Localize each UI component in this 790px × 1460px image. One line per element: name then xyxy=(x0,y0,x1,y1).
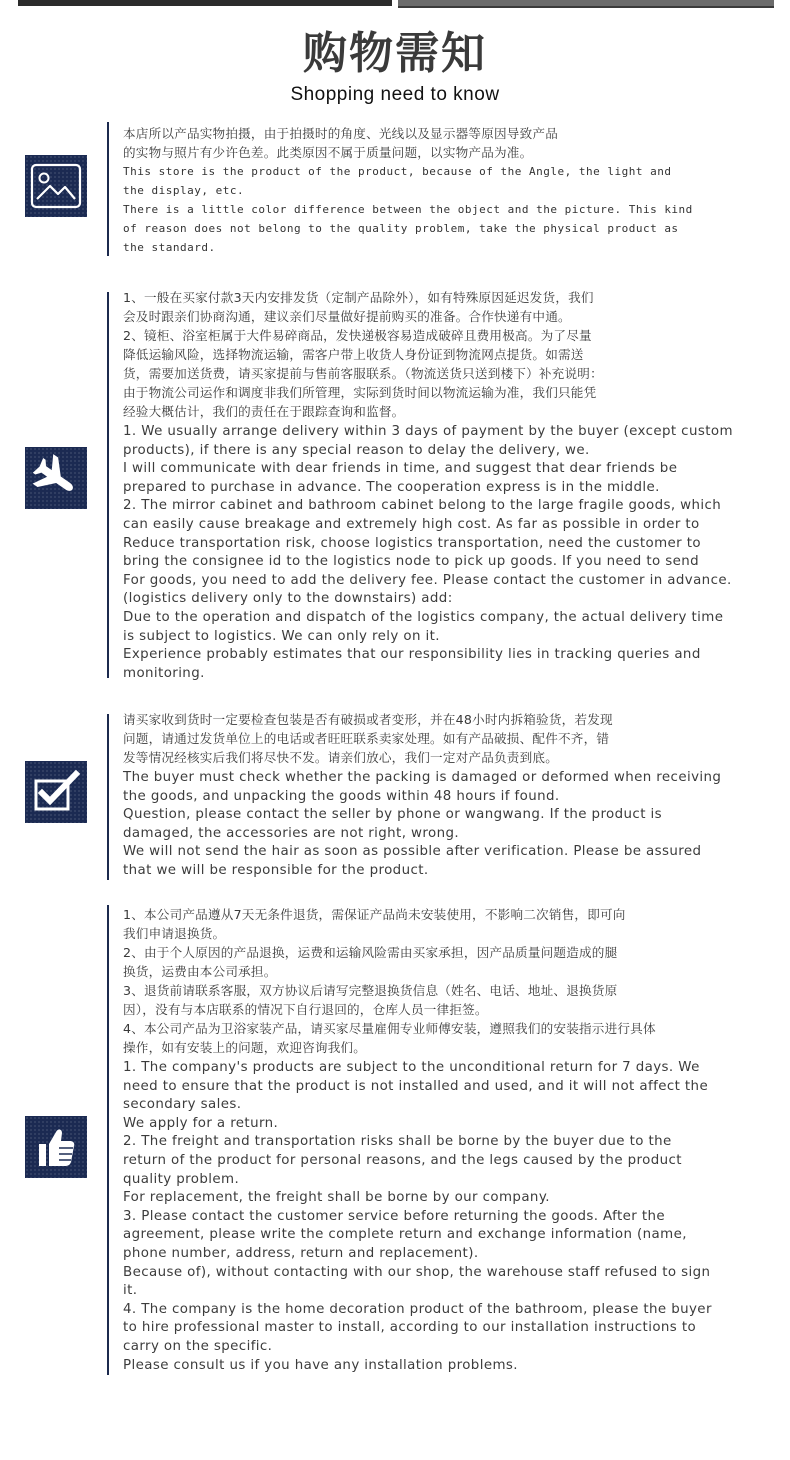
notice-text-en: The buyer must check whether the packing is damaged or deformed when receiving the goods, and unpacking the goods within 48 hours if found. Question, please contact the seller by phone or wangwang. If the product is damaged, the accessories are not right, wrong. We will not send the hair as soon as possible after verification. Please be assured that we will be responsible for the product. xyxy=(123,770,722,878)
page-title: 购物需知 xyxy=(303,28,487,79)
notice-text-en: This store is the product of the product, because of the Angle, the light and the display, etc. There is a little color difference between the object and the picture. This kind of reason does not belong to the quality problem, take the physical product as the standard. xyxy=(123,165,693,254)
notice-text-en: 1. We usually arrange delivery within 3 days of payment by the buyer (except custom products), if there is any special reason to delay the delivery, we. I will communicate with dear friends in time, and suggest that dear friends be prepared to purchase in advance. The cooperation express is in the middle. 2. The mirror cabinet and bathroom cabinet belong to the large fragile goods, which can easily cause breakage and extremely high cost. As far as possible in order to Reduce transportation risk, choose logistics transportation, need the customer to bring the consignee id to the logistics node to pick up goods. If you need to send For goods, you need to add the delivery fee. Please contact the customer in advance. (logistics delivery only to the downstairs) add: Due to the operation and dispatch of the logistics company, the actual delivery time is subject to logistics. We can only rely on it. Experience probably estimates that our responsibility lies in tracking queries and monitoring. xyxy=(123,424,733,681)
section-divider-line xyxy=(107,905,109,1375)
airplane-icon xyxy=(25,447,87,509)
top-banner-left xyxy=(18,0,392,6)
page-subtitle: Shopping need to know xyxy=(290,84,500,105)
notice-text-cn: 请买家收到货时一定要检查包装是否有破损或者变形，并在48小时内拆箱验货，若发现 问题，请通过发货单位上的电话或者旺旺联系卖家处理。如有产品破损、配件不齐，错 发等情况经核实后我们将尽快不发。请亲们放心，我们一定对产品负责到底。 xyxy=(123,712,613,765)
top-banner-right xyxy=(398,0,774,8)
notice-text-cn: 本店所以产品实物拍摄，由于拍摄时的角度、光线以及显示器等原因导致产品 的实物与照片有少许色差。此类原因不属于质量问题，以实物产品为准。 xyxy=(123,126,558,160)
notice-text-cn: 1、一般在买家付款3天内安排发货（定制产品除外），如有特殊原因延迟发货，我们 会及时跟亲们协商沟通，建议亲们尽量做好提前购买的准备。合作快递有中通。 2、镜柜、浴室柜属于大件易碎商品，发快递极容易造成破碎且费用极高。为了尽量 降低运输风险，选择物流运输，需客户带上收货人身份证到物流网点提货。如需送 货，需要加送货费，请买家提前与售前客服联系。（物流送货只送到楼下）补充说明： 由于物流公司运作和调度非我们所管理，实际到货时间以物流运输为准，我们只能凭 经验大概估计，我们的责任在于跟踪查询和监督。 xyxy=(123,290,603,419)
checkmark-icon xyxy=(25,761,87,823)
notice-text-en: 1. The company's products are subject to the unconditional return for 7 days. We need to ensure that the product is not installed and used, and it will not affect the secondary sales. We apply for a return. 2. The freight and transportation risks shall be borne by the buyer due to the return of the product for personal reasons, and the legs caused by the product quality problem. For replacement, the freight shall be borne by our company. 3. Please contact the customer service before returning the goods. After the agreement, please write the complete return and exchange information (name, phone number, address, return and replacement). Because of), without contacting with our shop, the warehouse staff refused to sign it. 4. The company is the home decoration product of the bathroom, please the buyer to hire professional master to install, according to our installation instructions to carry on the specific. Please consult us if you have any installation problems. xyxy=(123,1060,712,1373)
section-divider-line xyxy=(107,122,109,256)
picture-icon xyxy=(25,155,87,217)
section-divider-line xyxy=(107,714,109,880)
thumbs-up-icon xyxy=(25,1116,87,1178)
section-divider-line xyxy=(107,292,109,678)
notice-text-cn: 1、本公司产品遵从7天无条件退货，需保证产品尚未安装使用，不影响二次销售，即可向 我们申请退换货。 2、由于个人原因的产品退换，运费和运输风险需由买家承担，因产品质量问题造成的腿 换货，运费由本公司承担。 3、退货前请联系客服，双方协议后请写完整退换货信息（姓名、电话、地址、退换货原 因），没有与本店联系的情况下自行退回的，仓库人员一律拒签。 4、本公司产品为卫浴家装产品，请买家尽量雇佣专业师傅安装，遵照我们的安装指示进行具体 操作，如有安装上的问题，欢迎咨询我们。 xyxy=(123,907,656,1055)
